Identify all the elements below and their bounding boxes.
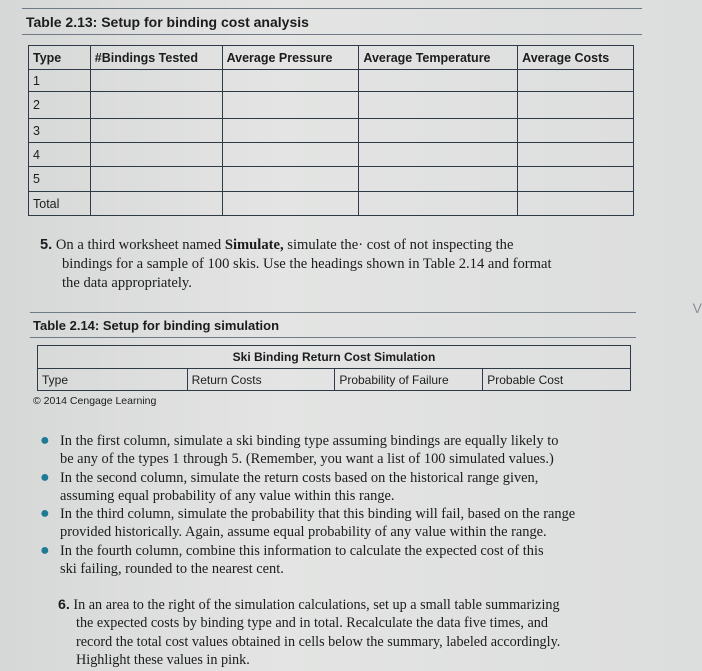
table-2-14-title-rule [30, 337, 636, 338]
header-type: Type [29, 46, 91, 70]
header-return-costs: Return Costs [187, 369, 335, 391]
page-edge-glyph: V [692, 300, 702, 316]
table-row [29, 70, 634, 92]
header-bindings-tested: #Bindings Tested [90, 46, 222, 70]
instruction-bullets [38, 432, 638, 578]
step-6-number: 6. [58, 597, 70, 613]
row-label: 3 [29, 119, 91, 143]
header-average-pressure: Average Pressure [222, 46, 359, 70]
header-average-costs: Average Costs [518, 46, 634, 70]
table-2-14 [37, 345, 631, 391]
top-rule [22, 8, 642, 9]
list-item: ● In the first column, simulate a ski binding type assuming bindings are equally likely to be any of the types 1 through 5. (Remember, you want a list of 100 simulated values.) [40, 432, 559, 468]
list-item: ● In the second column, simulate the return costs based on the historical range given, assuming equal probability of any value within this range. [40, 468, 539, 504]
header-type: Type [38, 369, 188, 391]
copyright-notice: © 2014 Cengage Learning [33, 395, 157, 407]
step-5-paragraph [40, 236, 640, 293]
header-probable-cost: Probable Cost [483, 369, 631, 391]
header-average-temperature: Average Temperature [359, 46, 518, 70]
row-label: 2 [29, 92, 91, 119]
table-row [29, 167, 634, 192]
step-5-line3: the data appropriately. [62, 275, 192, 291]
table-2-14-top-rule [30, 312, 636, 313]
header-probability-of-failure: Probability of Failure [335, 369, 483, 391]
table-row [29, 192, 634, 216]
table-2-13 [28, 45, 634, 216]
bullet-dot-icon: ● [40, 468, 50, 486]
table-2-14-title: Table 2.14: Setup for binding simulation [33, 318, 280, 333]
step-5-number: 5. [40, 237, 53, 253]
table-row [29, 92, 634, 119]
row-label: Total [29, 192, 91, 216]
step-5-line2: bindings for a sample of 100 skis. Use the headings shown in Table 2.14 and format [62, 256, 552, 272]
worksheet-name: Simulate, [224, 237, 284, 253]
step-5-text-before: On a third worksheet named [55, 237, 222, 253]
table-row [29, 119, 634, 143]
row-label: 5 [29, 167, 91, 192]
row-label: 4 [29, 143, 91, 167]
table-2-13-title: Table 2.13: Setup for binding cost analysis [26, 14, 309, 30]
list-item: ● In the third column, simulate the probability that this binding will fail, based on the range provided historically. Again, assume equal probability of any value within the range. [40, 505, 576, 541]
step-6-paragraph: 6. In an area to the right of the simulation calculations, set up a small table summarizing the expected costs by binding type and in total. Recalculate the data five times, and record the total cost values obtained in cells below the summary, labeled accordingly. Highlight these values in pink. [58, 597, 561, 668]
step-5-line1-rest: simulate the· cost of not inspecting the [287, 237, 514, 253]
list-item: ● In the fourth column, combine this information to calculate the expected cost of this ski failing, rounded to the nearest cent. [40, 541, 544, 578]
bullet-dot-icon: ● [40, 505, 50, 523]
row-label: 1 [29, 70, 91, 92]
bullet-dot-icon: ● [40, 432, 50, 449]
bullet-dot-icon: ● [40, 541, 50, 559]
simulation-group-header: Ski Binding Return Cost Simulation [38, 346, 631, 369]
title-rule [22, 34, 642, 35]
table-row [29, 143, 634, 167]
